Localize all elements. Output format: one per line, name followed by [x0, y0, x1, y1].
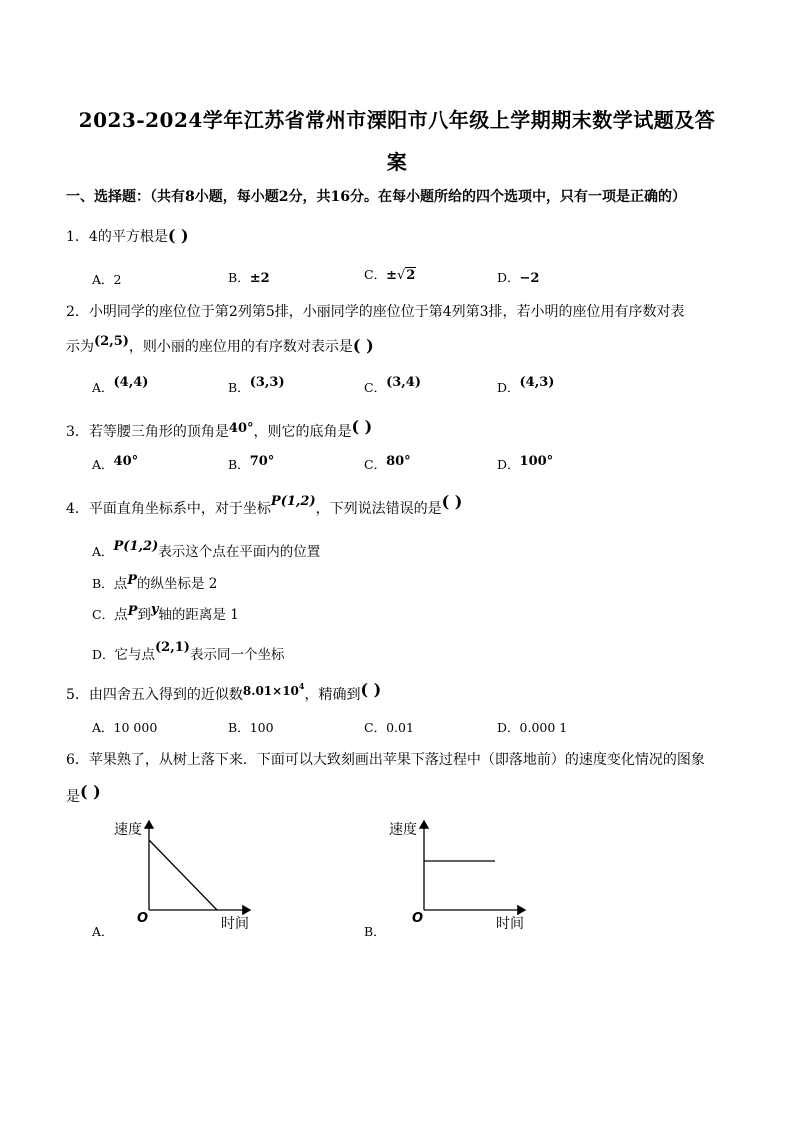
- graph-b-origin: O: [412, 911, 424, 926]
- question-2-line1: 2．小明同学的座位位于第2列第5排，小丽同学的座位位于第4列第3排，若小明的座位用有序数对表: [66, 304, 685, 320]
- q4-option-c: C．点P到y轴的距离是 1: [92, 602, 239, 623]
- q3-option-c: C．80°: [364, 454, 411, 472]
- document-title-line1: 2023-2024学年江苏省常州市溧阳市八年级上学期期末数学试题及答: [78, 108, 716, 132]
- q3-option-d: D．100°: [497, 454, 554, 472]
- answer-blank: ( ): [80, 782, 101, 801]
- q4-inline-point: P(1,2): [270, 494, 316, 509]
- answer-blank: ( ): [167, 226, 189, 245]
- q3-option-a: A．40°: [92, 454, 139, 472]
- q4-option-a: A．P(1,2)表示这个点在平面内的位置: [92, 539, 321, 560]
- graph-a-origin: O: [137, 911, 149, 926]
- q6-graph-b: [375, 815, 545, 940]
- q2-option-c: C．(3,4): [364, 375, 421, 395]
- section-heading: 一、选择题：（共有8小题，每小题2分，共16分。在每小题所给的四个选项中，只有一项是正确的）: [66, 189, 686, 205]
- question-6-line1: 6．苹果熟了，从树上落下来．下面可以大致刻画出苹果下落过程中（即落地前）的速度变化情况的图象: [66, 752, 705, 768]
- q6-option-b-label: B．: [364, 924, 386, 939]
- q5-option-b: B．100: [228, 720, 274, 735]
- q1-option-c: C．±√2: [364, 267, 416, 283]
- q6-option-a-label: A．: [92, 924, 114, 939]
- answer-blank: ( ): [351, 417, 373, 436]
- question-1: [66, 226, 189, 246]
- question-1-stem: 1．4的平方根是: [66, 229, 168, 245]
- q2-inline-coordinate: (2,5): [94, 334, 129, 349]
- q4-option-d: D．它与点(2,1)表示同一个坐标: [92, 640, 285, 663]
- q1-option-d: D．−2: [497, 270, 540, 286]
- question-2-line2: 示为(2,5)，则小丽的座位用的有序数对表示是( ): [66, 334, 374, 355]
- question-4: 4．平面直角坐标系中，对于坐标P(1,2)，下列说法错误的是( ): [66, 492, 463, 517]
- graph-b-x-label: 时间: [496, 916, 524, 932]
- graph-a-decreasing-line: [149, 840, 217, 910]
- answer-blank: ( ): [441, 492, 463, 511]
- answer-blank: ( ): [360, 680, 382, 699]
- q1-option-d-value: −2: [519, 271, 540, 286]
- q5-option-d: D．0.000 1: [497, 720, 568, 735]
- question-6-line2: 是( ): [66, 782, 101, 805]
- q1-option-a-value: 2: [113, 272, 122, 287]
- q5-option-c: C．0.01: [364, 720, 414, 735]
- answer-blank: ( ): [352, 336, 374, 355]
- q5-option-a: A．10 000: [92, 720, 158, 735]
- q3-inline-angle: 40°: [228, 421, 254, 436]
- q3-option-b: B．70°: [228, 454, 275, 472]
- graph-a-x-label: 时间: [221, 916, 249, 932]
- graph-b-y-label: 速度: [389, 822, 417, 838]
- q4-option-b: B．点P的纵坐标是 2: [92, 573, 218, 592]
- q2-option-b: B．(3,3): [228, 375, 285, 395]
- q1-option-b-value: ±2: [249, 271, 270, 286]
- question-5: 5．由四舍五入得到的近似数$8.01\times 10^4$，精确到( ): [66, 680, 382, 703]
- q1-option-c-radicand: 2: [406, 268, 416, 283]
- q1-option-b: B．±2: [228, 270, 270, 286]
- document-title-line2: 案: [386, 150, 408, 174]
- q5-inline-number: $8.01\times 10^4$: [242, 681, 305, 698]
- q2-option-d: D．(4,3): [497, 375, 555, 395]
- graph-a-y-label: 速度: [114, 822, 142, 838]
- q1-option-a: A．2: [92, 272, 122, 287]
- question-3: 3．若等腰三角形的顶角是40°，则它的底角是( ): [66, 417, 373, 440]
- q6-graph-a: [100, 815, 270, 940]
- q2-option-a: A．(4,4): [92, 375, 149, 395]
